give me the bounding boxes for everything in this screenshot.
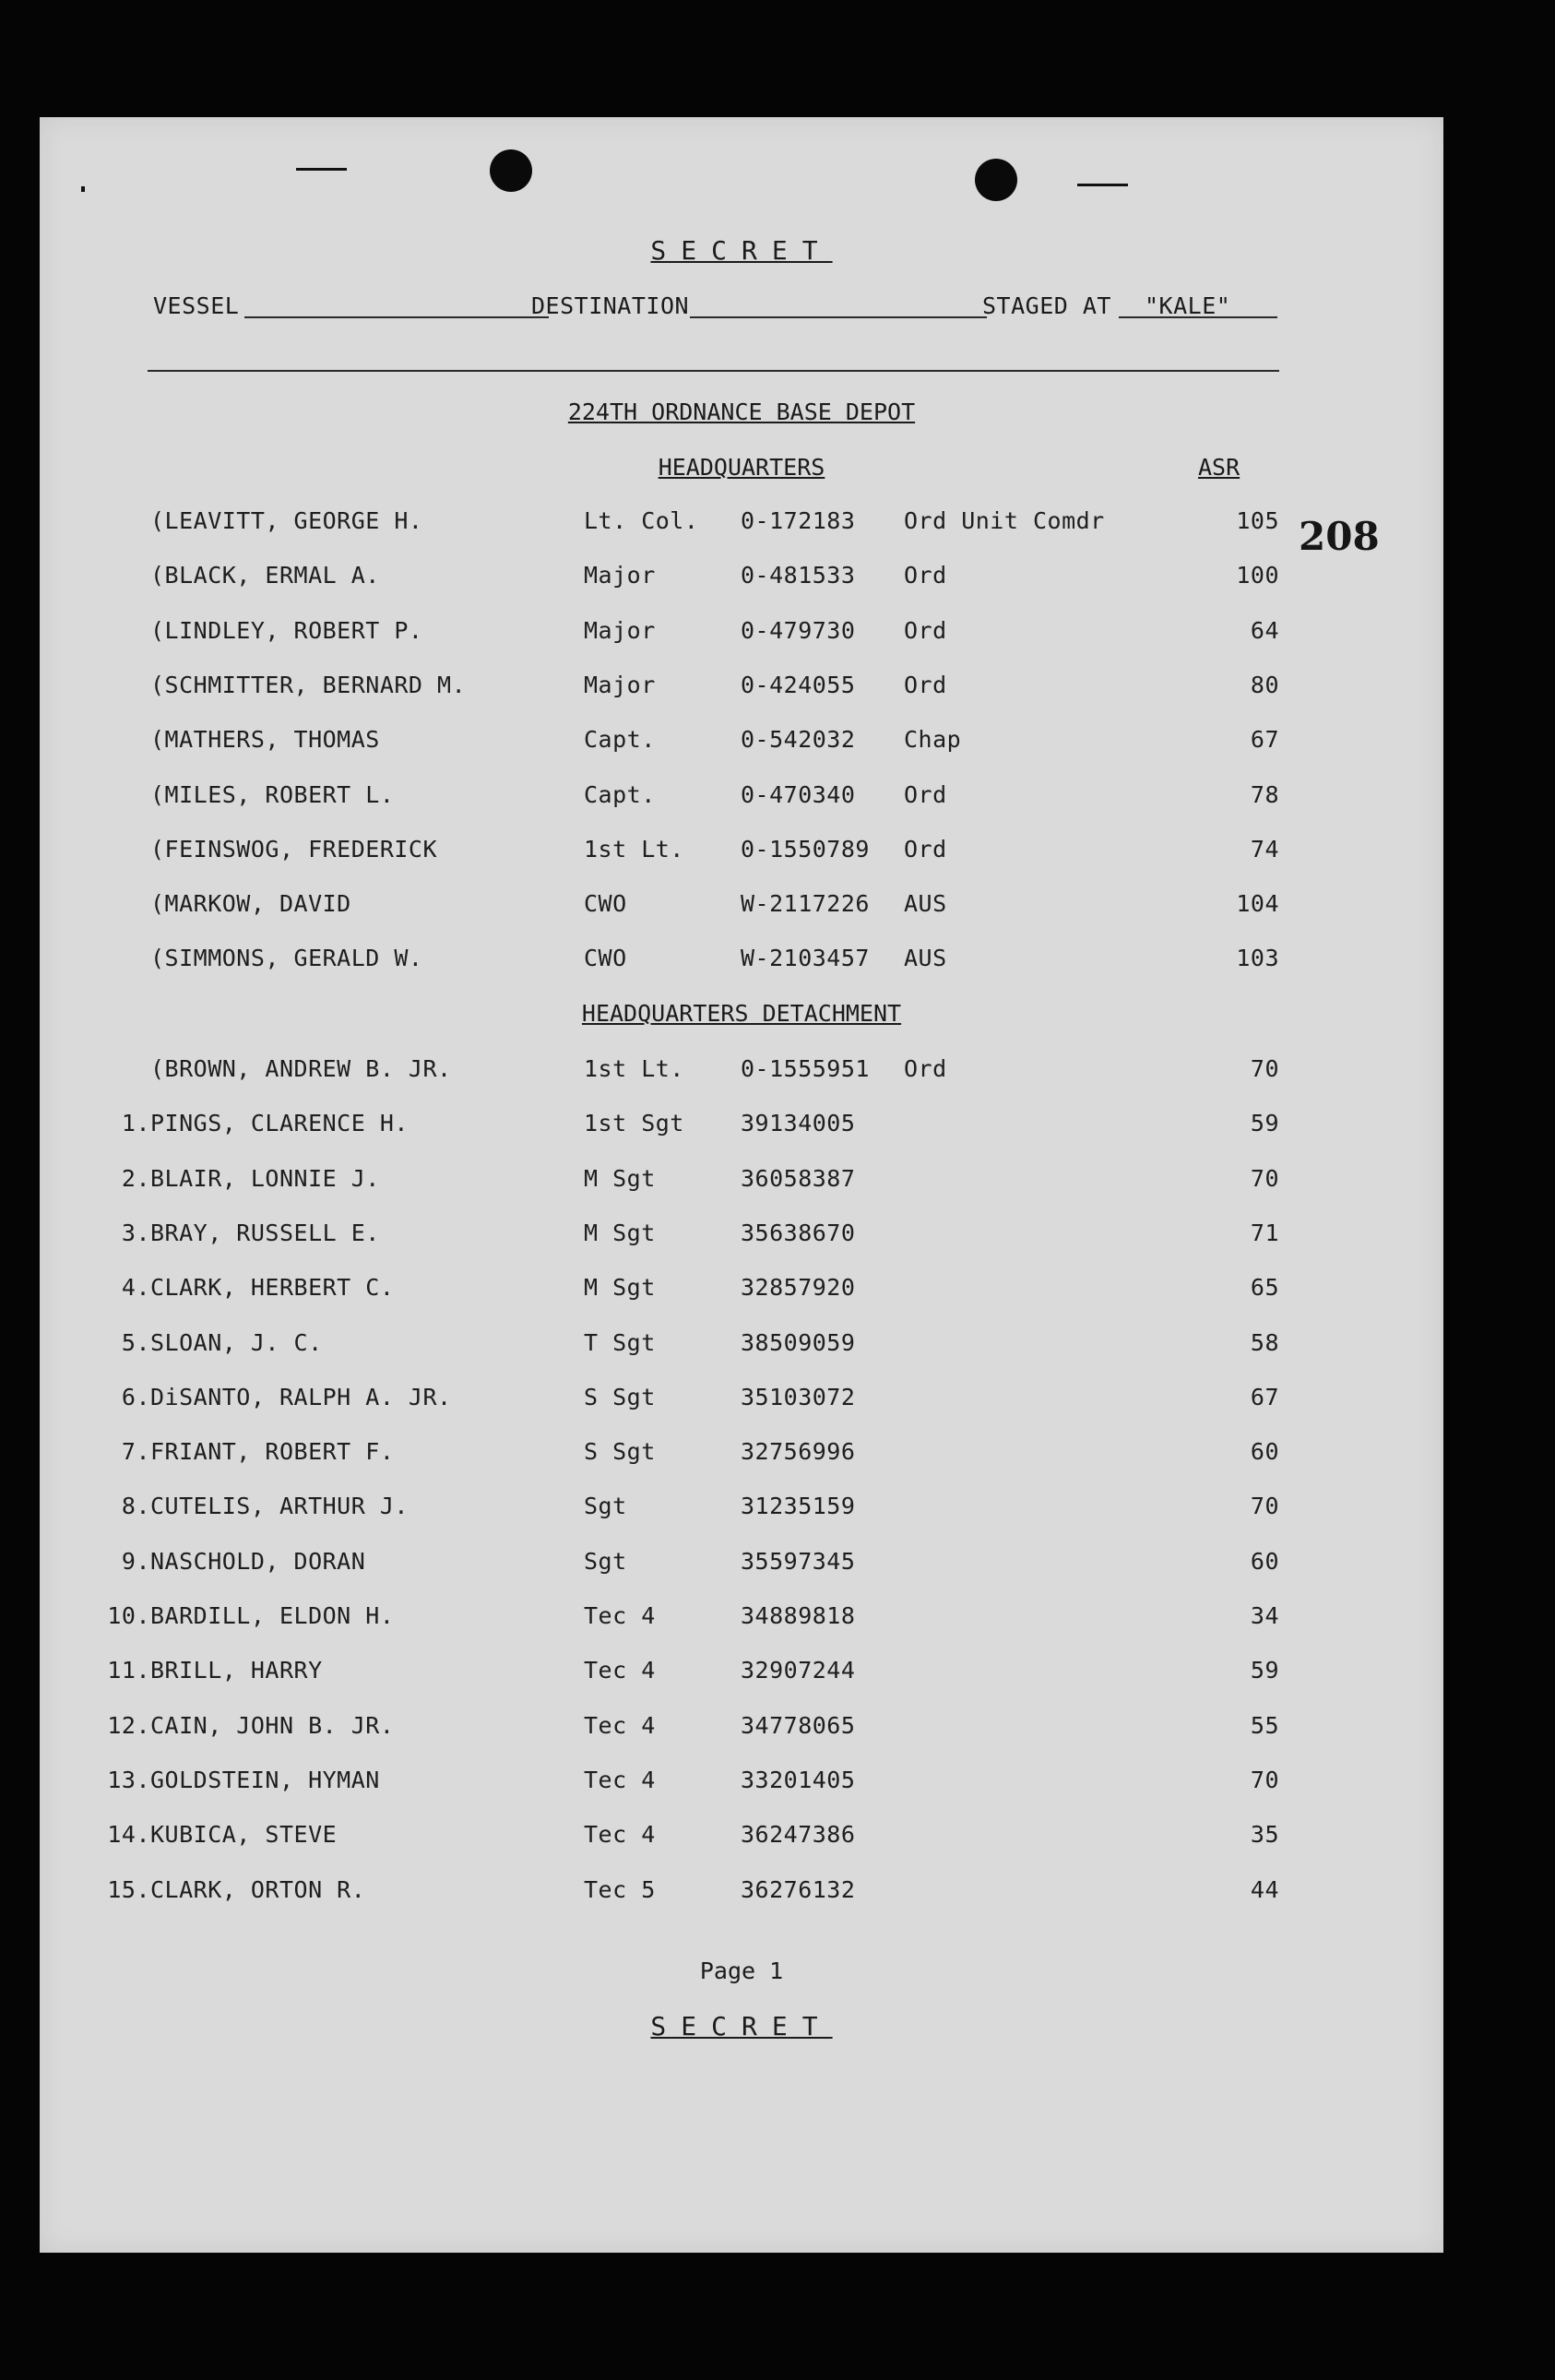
arm-of-service: Ord Unit Comdr: [904, 507, 1105, 534]
roster-row: [40, 1548, 1443, 1585]
soldier-name: (SIMMONS, GERALD W.: [150, 945, 423, 972]
soldier-name: CUTELIS, ARTHUR J.: [150, 1493, 409, 1520]
roster-row: [40, 1657, 1443, 1694]
soldier-name: (SCHMITTER, BERNARD M.: [150, 671, 467, 698]
rank: Major: [584, 671, 656, 698]
roster-row: [40, 1712, 1443, 1749]
asr-score: 80: [1250, 671, 1279, 698]
row-number: 2.: [121, 1164, 150, 1192]
serial-number: 0-1550789: [741, 835, 870, 863]
rank: CWO: [584, 890, 627, 918]
rank: Tec 4: [584, 1657, 656, 1684]
roster-row: [40, 945, 1443, 982]
page-number: Page 1: [699, 1958, 784, 1984]
rank: Tec 4: [584, 1711, 656, 1739]
asr-column-header: ASR: [1198, 454, 1240, 481]
soldier-name: BRAY, RUSSELL E.: [150, 1219, 380, 1246]
soldier-name: (MARKOW, DAVID: [150, 890, 351, 918]
paper-mark: [296, 168, 347, 171]
roster-row: [40, 1602, 1443, 1639]
asr-score: 70: [1250, 1493, 1279, 1520]
soldier-name: (MATHERS, THOMAS: [150, 726, 380, 754]
serial-number: 34778065: [741, 1711, 856, 1739]
soldier-name: DiSANTO, RALPH A. JR.: [150, 1383, 452, 1410]
rank: Tec 4: [584, 1766, 656, 1793]
classification-header: SECRET: [650, 235, 833, 266]
soldier-name: (BROWN, ANDREW B. JR.: [150, 1055, 452, 1082]
soldier-name: CAIN, JOHN B. JR.: [150, 1711, 395, 1739]
arm-of-service: Chap: [904, 726, 962, 754]
roster-row: [40, 1220, 1443, 1256]
soldier-name: FRIANT, ROBERT F.: [150, 1438, 395, 1466]
serial-number: 34889818: [741, 1602, 856, 1629]
roster-row: [40, 507, 1443, 544]
row-number: 12.: [107, 1711, 150, 1739]
asr-score: 74: [1250, 835, 1279, 863]
soldier-name: (BLACK, ERMAL A.: [150, 562, 380, 589]
asr-score: 104: [1236, 890, 1279, 918]
roster-row: [40, 1767, 1443, 1803]
arm-of-service: Ord: [904, 780, 947, 808]
row-number: 7.: [121, 1438, 150, 1466]
arm-of-service: Ord: [904, 1055, 947, 1082]
arm-of-service: Ord: [904, 671, 947, 698]
classification-footer: SECRET: [650, 2011, 833, 2041]
roster-row: [40, 672, 1443, 708]
roster-row: [40, 1384, 1443, 1421]
asr-score: 35: [1250, 1821, 1279, 1849]
roster-row: [40, 1876, 1443, 1913]
row-number: 15.: [107, 1875, 150, 1903]
asr-score: 59: [1250, 1110, 1279, 1137]
vessel-label: VESSEL: [153, 292, 240, 319]
soldier-name: (LEAVITT, GEORGE H.: [150, 507, 423, 534]
serial-number: 0-542032: [741, 726, 856, 754]
row-number: 5.: [121, 1328, 150, 1356]
punch-hole-left: [490, 149, 532, 192]
row-number: 9.: [121, 1547, 150, 1575]
serial-number: 0-1555951: [741, 1055, 870, 1082]
serial-number: 36276132: [741, 1875, 856, 1903]
row-number: 11.: [107, 1657, 150, 1684]
row-number: 4.: [121, 1274, 150, 1302]
arm-of-service: AUS: [904, 945, 947, 972]
roster-row: [40, 562, 1443, 599]
row-number: 1.: [121, 1110, 150, 1137]
serial-number: 0-424055: [741, 671, 856, 698]
rank: Major: [584, 616, 656, 644]
document-page: [40, 117, 1443, 2253]
asr-score: 70: [1250, 1164, 1279, 1192]
serial-number: 35103072: [741, 1383, 856, 1410]
rank: Tec 5: [584, 1875, 656, 1903]
section-headquarters-detachment: HEADQUARTERS DETACHMENT: [581, 1000, 902, 1027]
soldier-name: (FEINSWOG, FREDERICK: [150, 835, 438, 863]
rank: Lt. Col.: [584, 507, 699, 534]
arm-of-service: AUS: [904, 890, 947, 918]
row-number: 6.: [121, 1383, 150, 1410]
row-number: 10.: [107, 1602, 150, 1629]
rank: Sgt: [584, 1547, 627, 1575]
asr-score: 55: [1250, 1711, 1279, 1739]
destination-label: DESTINATION: [531, 292, 690, 319]
header-rule: [148, 370, 1279, 372]
serial-number: 36247386: [741, 1821, 856, 1849]
asr-score: 59: [1250, 1657, 1279, 1684]
roster-row: [40, 1165, 1443, 1202]
roster-row: [40, 836, 1443, 873]
serial-number: 0-172183: [741, 507, 856, 534]
punch-hole-right: [975, 159, 1017, 201]
rank: S Sgt: [584, 1383, 656, 1410]
rank: CWO: [584, 945, 627, 972]
rank: Tec 4: [584, 1602, 656, 1629]
rank: Major: [584, 562, 656, 589]
asr-score: 44: [1250, 1875, 1279, 1903]
asr-score: 70: [1250, 1766, 1279, 1793]
soldier-name: CLARK, HERBERT C.: [150, 1274, 395, 1302]
soldier-name: CLARK, ORTON R.: [150, 1875, 366, 1903]
paper-mark: [81, 186, 85, 192]
rank: Capt.: [584, 780, 656, 808]
arm-of-service: Ord: [904, 835, 947, 863]
serial-number: 35638670: [741, 1219, 856, 1246]
soldier-name: BRILL, HARRY: [150, 1657, 323, 1684]
roster-row: [40, 1110, 1443, 1147]
serial-number: 33201405: [741, 1766, 856, 1793]
asr-score: 100: [1236, 562, 1279, 589]
roster-row: [40, 1329, 1443, 1366]
rank: M Sgt: [584, 1164, 656, 1192]
unit-title: 224TH ORDNANCE BASE DEPOT: [567, 399, 916, 425]
rank: T Sgt: [584, 1328, 656, 1356]
staged-at-label: STAGED AT: [982, 292, 1111, 319]
row-number: 8.: [121, 1493, 150, 1520]
asr-score: 71: [1250, 1219, 1279, 1246]
vessel-field-line: [244, 316, 549, 318]
serial-number: 0-481533: [741, 562, 856, 589]
paper-mark: [1077, 184, 1128, 186]
roster-row: [40, 1274, 1443, 1311]
roster-row: [40, 726, 1443, 763]
staged-at-value: "KALE": [1145, 292, 1231, 319]
roster-row: [40, 1055, 1443, 1092]
rank: Tec 4: [584, 1821, 656, 1849]
section-headquarters: HEADQUARTERS: [658, 454, 825, 481]
rank: Capt.: [584, 726, 656, 754]
asr-score: 103: [1236, 945, 1279, 972]
asr-score: 60: [1250, 1438, 1279, 1466]
soldier-name: GOLDSTEIN, HYMAN: [150, 1766, 380, 1793]
rank: M Sgt: [584, 1219, 656, 1246]
soldier-name: (LINDLEY, ROBERT P.: [150, 616, 423, 644]
serial-number: 38509059: [741, 1328, 856, 1356]
page-stamp: 208: [1299, 514, 1380, 559]
rank: 1st Lt.: [584, 835, 684, 863]
roster-row: [40, 1438, 1443, 1475]
roster-row: [40, 1493, 1443, 1529]
asr-score: 67: [1250, 1383, 1279, 1410]
roster-row: [40, 890, 1443, 927]
soldier-name: SLOAN, J. C.: [150, 1328, 323, 1356]
rank: M Sgt: [584, 1274, 656, 1302]
roster-row: [40, 617, 1443, 654]
row-number: 14.: [107, 1821, 150, 1849]
serial-number: 32756996: [741, 1438, 856, 1466]
destination-field-line: [690, 316, 987, 318]
asr-score: 78: [1250, 780, 1279, 808]
asr-score: 67: [1250, 726, 1279, 754]
asr-score: 58: [1250, 1328, 1279, 1356]
serial-number: 39134005: [741, 1110, 856, 1137]
arm-of-service: Ord: [904, 562, 947, 589]
rank: S Sgt: [584, 1438, 656, 1466]
soldier-name: BARDILL, ELDON H.: [150, 1602, 395, 1629]
rank: Sgt: [584, 1493, 627, 1520]
asr-score: 60: [1250, 1547, 1279, 1575]
row-number: 3.: [121, 1219, 150, 1246]
asr-score: 64: [1250, 616, 1279, 644]
serial-number: 0-479730: [741, 616, 856, 644]
soldier-name: NASCHOLD, DORAN: [150, 1547, 366, 1575]
rank: 1st Sgt: [584, 1110, 684, 1137]
soldier-name: (MILES, ROBERT L.: [150, 780, 395, 808]
row-number: 13.: [107, 1766, 150, 1793]
soldier-name: PINGS, CLARENCE H.: [150, 1110, 409, 1137]
serial-number: 36058387: [741, 1164, 856, 1192]
serial-number: W-2117226: [741, 890, 870, 918]
soldier-name: BLAIR, LONNIE J.: [150, 1164, 380, 1192]
roster-row: [40, 781, 1443, 818]
arm-of-service: Ord: [904, 616, 947, 644]
asr-score: 34: [1250, 1602, 1279, 1629]
serial-number: 35597345: [741, 1547, 856, 1575]
serial-number: W-2103457: [741, 945, 870, 972]
asr-score: 105: [1236, 507, 1279, 534]
roster-row: [40, 1821, 1443, 1858]
soldier-name: KUBICA, STEVE: [150, 1821, 338, 1849]
serial-number: 32857920: [741, 1274, 856, 1302]
rank: 1st Lt.: [584, 1055, 684, 1082]
serial-number: 32907244: [741, 1657, 856, 1684]
asr-score: 65: [1250, 1274, 1279, 1302]
asr-score: 70: [1250, 1055, 1279, 1082]
serial-number: 0-470340: [741, 780, 856, 808]
serial-number: 31235159: [741, 1493, 856, 1520]
